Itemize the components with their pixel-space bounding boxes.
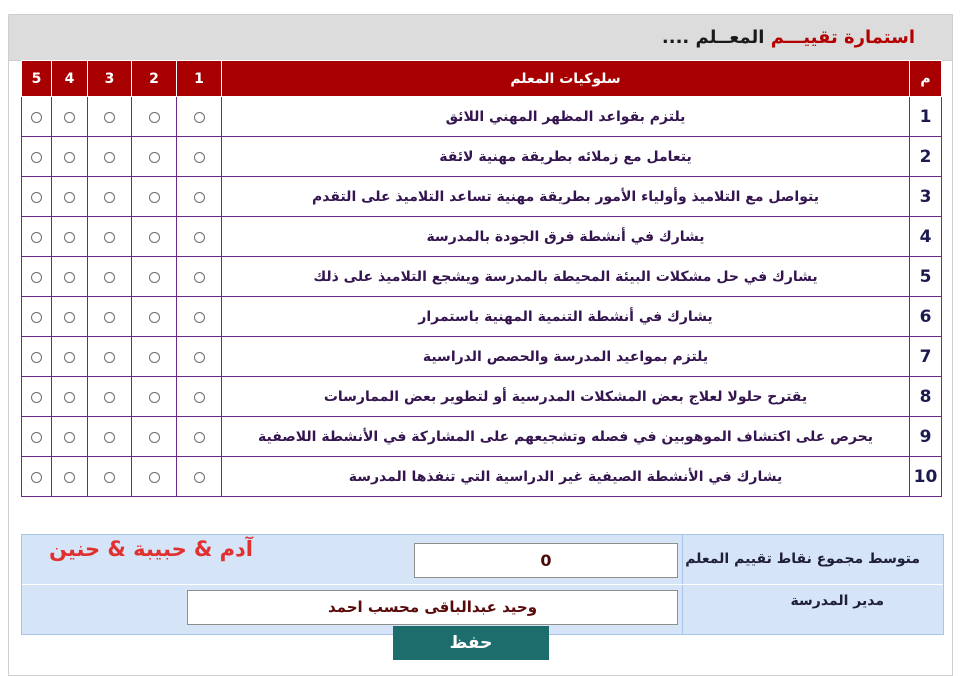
- row-number: 8: [910, 377, 942, 417]
- rating-cell-4: [52, 217, 88, 257]
- rating-radio-5[interactable]: [31, 352, 42, 363]
- header-rating-4: 4: [52, 61, 88, 97]
- rating-cell-5: [22, 417, 52, 457]
- rating-radio-2[interactable]: [149, 432, 160, 443]
- row-number: 2: [910, 137, 942, 177]
- rating-cell-1: [177, 417, 222, 457]
- average-row: [22, 535, 943, 584]
- rating-radio-3[interactable]: [104, 272, 115, 283]
- behavior-text: يقترح حلولا لعلاج بعض المشكلات المدرسية أو لتطوير بعض الممارسات: [222, 377, 910, 417]
- rating-radio-4[interactable]: [64, 392, 75, 403]
- principal-name-field[interactable]: وحيد عبدالباقى محسب احمد: [187, 590, 678, 625]
- rating-cell-5: [22, 97, 52, 137]
- rating-radio-3[interactable]: [104, 152, 115, 163]
- rating-radio-1[interactable]: [194, 472, 205, 483]
- rating-radio-4[interactable]: [64, 432, 75, 443]
- rating-radio-5[interactable]: [31, 192, 42, 203]
- rating-radio-2[interactable]: [149, 392, 160, 403]
- rating-radio-5[interactable]: [31, 432, 42, 443]
- rating-radio-5[interactable]: [31, 472, 42, 483]
- rating-cell-2: [132, 137, 177, 177]
- row-number: 4: [910, 217, 942, 257]
- behavior-text: يشارك في أنشطة فرق الجودة بالمدرسة: [222, 217, 910, 257]
- rating-cell-4: [52, 377, 88, 417]
- average-label: متوسط مجموع نقاط تقييم المعلم: [685, 551, 920, 567]
- table-row: [22, 417, 942, 457]
- rating-cell-2: [132, 217, 177, 257]
- behavior-text: يحرص على اكتشاف الموهوبين في فصله وتشجيعهم على المشاركة في الأنشطة اللاصفية: [222, 417, 910, 457]
- rating-cell-4: [52, 417, 88, 457]
- evaluation-table: [21, 60, 942, 497]
- table-row: [22, 257, 942, 297]
- rating-radio-2[interactable]: [149, 312, 160, 323]
- rating-radio-2[interactable]: [149, 152, 160, 163]
- form-title-part1: استمارة تقييـــم: [770, 27, 915, 48]
- rating-cell-4: [52, 297, 88, 337]
- rating-radio-5[interactable]: [31, 232, 42, 243]
- row-number: 9: [910, 417, 942, 457]
- summary-panel: [21, 534, 944, 635]
- rating-cell-2: [132, 97, 177, 137]
- rating-radio-4[interactable]: [64, 352, 75, 363]
- header-rating-3: 3: [88, 61, 132, 97]
- rating-radio-3[interactable]: [104, 312, 115, 323]
- row-number: 1: [910, 97, 942, 137]
- rating-cell-5: [22, 137, 52, 177]
- rating-radio-3[interactable]: [104, 192, 115, 203]
- save-button[interactable]: حفظ: [393, 626, 549, 660]
- rating-radio-5[interactable]: [31, 112, 42, 123]
- rating-radio-4[interactable]: [64, 192, 75, 203]
- header-behaviors: سلوكيات المعلم: [222, 61, 910, 97]
- rating-cell-4: [52, 97, 88, 137]
- header-rating-1: 1: [177, 61, 222, 97]
- rating-cell-1: [177, 177, 222, 217]
- rating-radio-3[interactable]: [104, 472, 115, 483]
- principal-label-cell: [682, 585, 943, 634]
- rating-radio-5[interactable]: [31, 312, 42, 323]
- behavior-text: يشارك في الأنشطة الصيفية غير الدراسية التي تنفذها المدرسة: [222, 457, 910, 497]
- row-number: 7: [910, 337, 942, 377]
- rating-radio-5[interactable]: [31, 152, 42, 163]
- rating-cell-1: [177, 137, 222, 177]
- behavior-text: يشارك في حل مشكلات البيئة المحيطة بالمدرسة ويشجع التلاميذ على ذلك: [222, 257, 910, 297]
- row-number: 6: [910, 297, 942, 337]
- rating-radio-5[interactable]: [31, 272, 42, 283]
- behavior-text: يتعامل مع زملائه بطريقة مهنية لائقة: [222, 137, 910, 177]
- average-score-field[interactable]: 0: [414, 543, 678, 578]
- rating-radio-3[interactable]: [104, 352, 115, 363]
- rating-cell-4: [52, 137, 88, 177]
- header-rating-5: 5: [22, 61, 52, 97]
- rating-cell-5: [22, 297, 52, 337]
- rating-cell-1: [177, 257, 222, 297]
- rating-cell-5: [22, 177, 52, 217]
- table-row: [22, 337, 942, 377]
- table-header-row: [22, 61, 942, 97]
- rating-radio-3[interactable]: [104, 392, 115, 403]
- rating-cell-1: [177, 297, 222, 337]
- rating-cell-3: [88, 457, 132, 497]
- rating-radio-1[interactable]: [194, 152, 205, 163]
- rating-cell-4: [52, 457, 88, 497]
- rating-cell-4: [52, 337, 88, 377]
- rating-cell-4: [52, 257, 88, 297]
- evaluation-form: [8, 14, 953, 676]
- rating-radio-5[interactable]: [31, 392, 42, 403]
- rating-radio-2[interactable]: [149, 472, 160, 483]
- rating-cell-5: [22, 257, 52, 297]
- rating-radio-3[interactable]: [104, 232, 115, 243]
- table-row: [22, 137, 942, 177]
- table-row: [22, 377, 942, 417]
- row-number: 10: [910, 457, 942, 497]
- rating-radio-4[interactable]: [64, 472, 75, 483]
- form-title: [662, 27, 915, 48]
- rating-cell-2: [132, 457, 177, 497]
- rating-cell-5: [22, 337, 52, 377]
- rating-radio-4[interactable]: [64, 112, 75, 123]
- rating-cell-1: [177, 457, 222, 497]
- rating-cell-2: [132, 297, 177, 337]
- behavior-text: يلتزم بمواعيد المدرسة والحصص الدراسية: [222, 337, 910, 377]
- rating-cell-1: [177, 337, 222, 377]
- rating-cell-4: [52, 177, 88, 217]
- row-number: 5: [910, 257, 942, 297]
- rating-radio-1[interactable]: [194, 312, 205, 323]
- title-bar: [9, 15, 952, 61]
- header-num: م: [910, 61, 942, 97]
- rating-radio-2[interactable]: [149, 232, 160, 243]
- rating-radio-1[interactable]: [194, 392, 205, 403]
- rating-cell-2: [132, 417, 177, 457]
- header-rating-2: 2: [132, 61, 177, 97]
- rating-radio-3[interactable]: [104, 432, 115, 443]
- principal-label: مدير المدرسة: [790, 593, 884, 609]
- rating-radio-4[interactable]: [64, 312, 75, 323]
- rating-radio-1[interactable]: [194, 432, 205, 443]
- rating-cell-3: [88, 337, 132, 377]
- behavior-text: يلتزم بقواعد المظهر المهني اللائق: [222, 97, 910, 137]
- average-label-cell: [682, 535, 943, 584]
- table-row: [22, 297, 942, 337]
- rating-radio-2[interactable]: [149, 192, 160, 203]
- rating-cell-5: [22, 457, 52, 497]
- rating-cell-1: [177, 97, 222, 137]
- rating-cell-3: [88, 297, 132, 337]
- rating-radio-4[interactable]: [64, 272, 75, 283]
- rating-radio-1[interactable]: [194, 192, 205, 203]
- rating-radio-1[interactable]: [194, 352, 205, 363]
- form-title-part2: المعــلم ....: [661, 27, 765, 48]
- rating-radio-1[interactable]: [194, 272, 205, 283]
- rating-radio-2[interactable]: [149, 352, 160, 363]
- rating-cell-5: [22, 217, 52, 257]
- rating-cell-1: [177, 217, 222, 257]
- rating-cell-3: [88, 97, 132, 137]
- author-names: آدم & حبيبة & حنين: [49, 537, 254, 561]
- rating-cell-2: [132, 337, 177, 377]
- table-row: [22, 97, 942, 137]
- rating-cell-3: [88, 417, 132, 457]
- rating-cell-2: [132, 257, 177, 297]
- table-row: [22, 217, 942, 257]
- behavior-text: يتواصل مع التلاميذ وأولياء الأمور بطريقة مهنية تساعد التلاميذ على التقدم: [222, 177, 910, 217]
- row-number: 3: [910, 177, 942, 217]
- rating-radio-1[interactable]: [194, 112, 205, 123]
- rating-cell-3: [88, 257, 132, 297]
- rating-cell-3: [88, 377, 132, 417]
- rating-cell-5: [22, 377, 52, 417]
- table-row: [22, 177, 942, 217]
- rating-cell-2: [132, 377, 177, 417]
- rating-cell-1: [177, 377, 222, 417]
- rating-radio-4[interactable]: [64, 152, 75, 163]
- rating-cell-2: [132, 177, 177, 217]
- rating-radio-3[interactable]: [104, 112, 115, 123]
- rating-cell-3: [88, 137, 132, 177]
- rating-radio-2[interactable]: [149, 272, 160, 283]
- rating-radio-4[interactable]: [64, 232, 75, 243]
- table-row: [22, 457, 942, 497]
- rating-radio-2[interactable]: [149, 112, 160, 123]
- rating-radio-1[interactable]: [194, 232, 205, 243]
- behavior-text: يشارك في أنشطة التنمية المهنية باستمرار: [222, 297, 910, 337]
- rating-cell-3: [88, 217, 132, 257]
- rating-cell-3: [88, 177, 132, 217]
